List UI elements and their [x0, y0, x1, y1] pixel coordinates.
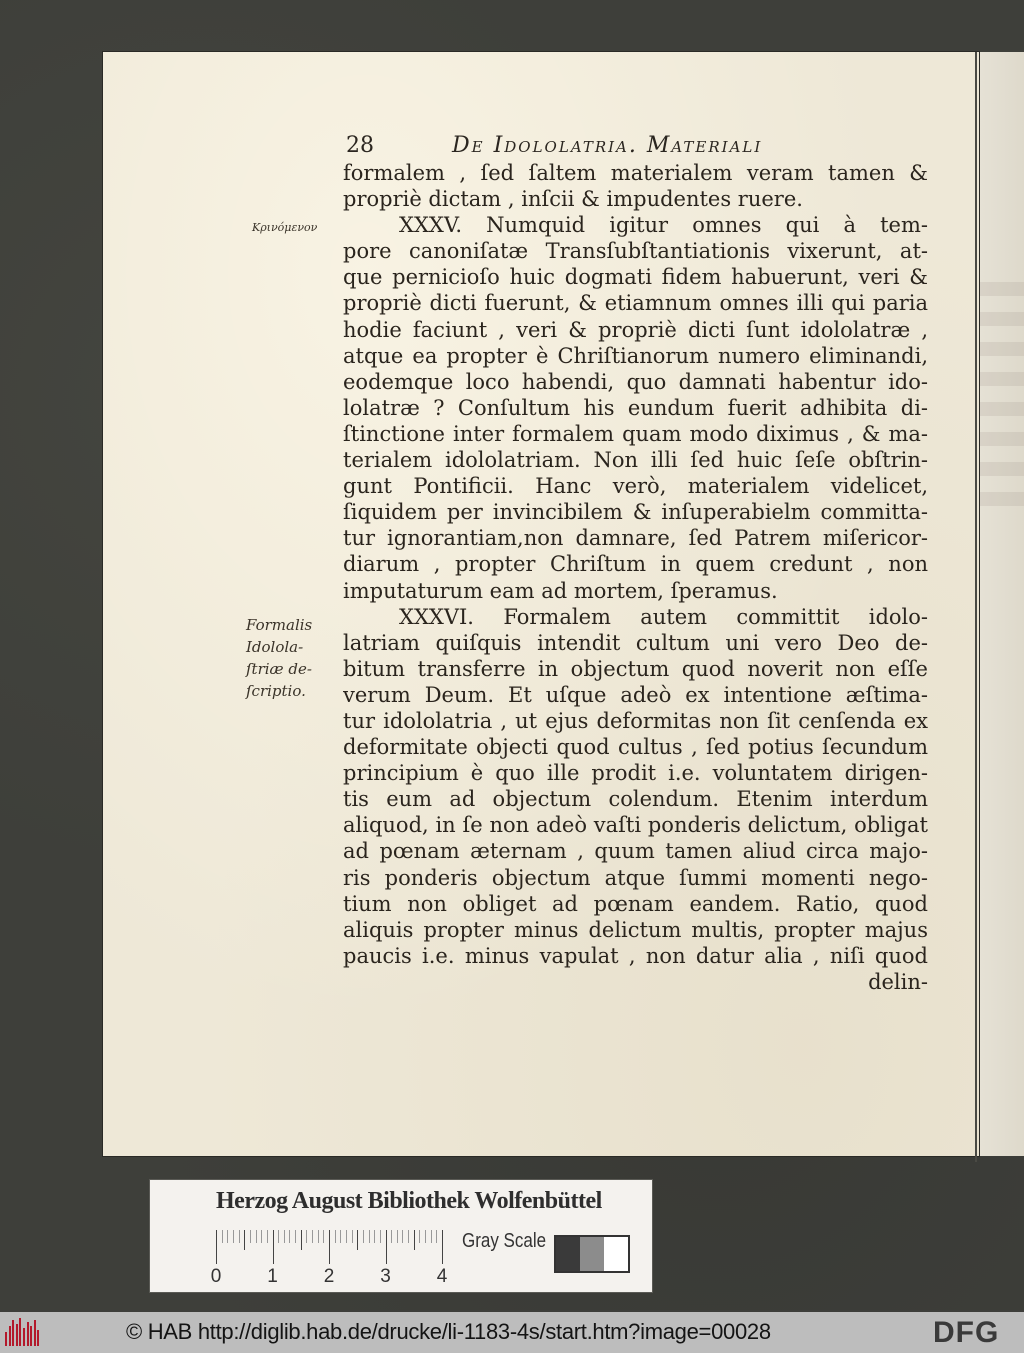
library-label: [150, 1180, 652, 1292]
text-line: bitum transferre in objectum quod noverit non eſſe: [343, 656, 928, 681]
ruler-tick: [402, 1230, 403, 1243]
body-text: [343, 160, 928, 995]
text-line: tur ignorantiam,non damnare, ſed Patrem miſericor-: [343, 526, 928, 551]
ruler-tick: [222, 1230, 223, 1243]
ruler-tick: [352, 1230, 353, 1243]
text-line: latriam quiſquis intendit cultum uni vero Deo de-: [343, 630, 928, 655]
ruler-tick: [436, 1230, 437, 1243]
text-line: ſiquidem per invincibilem & inſuperabielm committa-: [343, 500, 928, 525]
text-line: diarum , propter Chriſtum in quem credunt , non: [343, 552, 928, 577]
margin-note-greek: Κρινόμενον: [252, 221, 318, 234]
text-line: XXXV. Numquid igitur omnes qui à tem-: [399, 213, 928, 238]
text-line: gunt Pontificii. Hanc verò, materialem videlicet,: [343, 474, 928, 499]
text-line: XXXVI. Formalem autem committit idolo-: [399, 604, 928, 629]
ruler-tick: [363, 1230, 364, 1243]
text-line: propriè dictam , inſcii & impudentes ruere.: [343, 187, 803, 212]
ruler-tick: [380, 1230, 381, 1243]
ruler-tick: [250, 1230, 251, 1243]
ruler-number: 0: [210, 1266, 222, 1287]
text-line: imputaturum eam ad mortem, ſperamus.: [343, 578, 778, 603]
text-line: hodie faciunt , veri & propriè dicti ſunt idololatræ ,: [343, 317, 928, 342]
ruler-tick: [267, 1230, 268, 1243]
running-title: De Idololatria. Materiali: [452, 133, 763, 158]
ruler-tick: [408, 1230, 409, 1243]
ruler-tick: [386, 1230, 387, 1264]
ruler-tick: [216, 1230, 217, 1264]
text-line: terialem idololatriam. Non illi ſed huic ſeſe obſtrin-: [343, 448, 928, 473]
text-line: ris ponderis objectum atque ſummi momenti nego-: [343, 865, 928, 890]
ruler-tick: [273, 1230, 274, 1264]
ruler-tick: [284, 1230, 285, 1243]
text-line: aliquod, in ſe non adeò vaſti ponderis delictum, obligat: [343, 813, 928, 838]
ruler-tick: [442, 1230, 443, 1264]
ruler-tick: [306, 1230, 307, 1243]
ruler-tick: [340, 1230, 341, 1243]
ruler-tick: [431, 1230, 432, 1243]
text-line: propriè dicti fuerunt, & etiamnum omnes illi qui paria: [343, 291, 928, 316]
text-line: tur idololatria , ut ejus deformitas non ſit cenſenda ex: [343, 708, 928, 733]
gray-scale-swatch: [554, 1235, 630, 1273]
ruler-tick: [335, 1230, 336, 1243]
gray-swatch: [556, 1237, 580, 1271]
text-line: tium non obliget ad pœnam eandem. Ratio, quod: [343, 891, 928, 916]
ruler-tick: [301, 1230, 302, 1250]
ruler-tick: [278, 1230, 279, 1243]
text-line: principium è quo ille prodit i.e. voluntatem dirigen-: [343, 761, 928, 786]
text-line: que pernicioſo huic dogmati fidem habuerunt, veri &: [343, 265, 928, 290]
ruler-tick: [239, 1230, 240, 1243]
footer-bar: [0, 1312, 1024, 1353]
ruler-tick: [256, 1230, 257, 1243]
gray-swatch: [604, 1237, 628, 1271]
ruler-tick: [227, 1230, 228, 1243]
ruler-tick: [323, 1230, 324, 1243]
ruler-tick: [329, 1230, 330, 1264]
text-line: formalem , ſed ſaltem materialem veram tamen &: [343, 161, 928, 185]
ruler-tick: [244, 1230, 245, 1250]
ruler-tick: [414, 1230, 415, 1250]
page-number: 28: [346, 133, 374, 158]
ruler-tick: [318, 1230, 319, 1243]
ruler-tick: [419, 1230, 420, 1243]
running-head: [346, 132, 936, 160]
ruler-tick: [374, 1230, 375, 1243]
text-line: pore canoniſatæ Transſubſtantiationis vixerunt, at-: [343, 239, 928, 264]
ruler-number: 4: [436, 1266, 448, 1287]
text-line: atque ea propter è Chriſtianorum numero eliminandi,: [343, 343, 928, 368]
ruler-number: 2: [323, 1266, 335, 1287]
ruler-tick: [233, 1230, 234, 1243]
page-gutter: [975, 52, 977, 1162]
ruler-tick: [369, 1230, 370, 1243]
text-line: ad pœnam æternam , quum tamen aliud circa majo-: [343, 839, 928, 864]
library-name: Herzog August Bibliothek Wolfenbüttel: [216, 1188, 602, 1214]
dfg-logo: DFG: [933, 1316, 1000, 1349]
ruler-tick: [312, 1230, 313, 1243]
gray-swatch: [580, 1237, 604, 1271]
text-line: ſtinctione inter formalem quam modo diximus , & ma-: [343, 421, 928, 446]
measurement-ruler: [210, 1230, 456, 1290]
text-line: tis eum ad objectum colendum. Etenim interdum: [343, 787, 928, 812]
text-line: eodemque loco habendi, quo damnati habentur ido-: [343, 369, 928, 394]
gray-scale-label: Gray Scale: [462, 1230, 547, 1252]
copyright-link[interactable]: © HAB http://diglib.hab.de/drucke/li-1183-4s/start.htm?image=00028: [126, 1319, 771, 1344]
ruler-tick: [425, 1230, 426, 1243]
ruler-number: 1: [267, 1266, 278, 1287]
ruler-tick: [289, 1230, 290, 1243]
next-page-edge: [977, 52, 1024, 1156]
hab-logo-icon: [5, 1318, 43, 1348]
ruler-tick: [357, 1230, 358, 1250]
ruler-tick: [397, 1230, 398, 1243]
text-line: deformitate objecti quod cultus , ſed potius ſecundum: [343, 735, 928, 760]
text-line: lolatræ ? Conſultum his eundum fuerit adhibita di-: [343, 395, 928, 420]
text-line: aliquis propter minus delictum multis, propter majus: [343, 917, 928, 942]
text-line: verum Deum. Et uſque adeò ex intentione æſtima-: [343, 682, 928, 707]
margin-note-formalis: Formalis Idolola- ſtriæ de- ſcriptio.: [246, 616, 313, 700]
ruler-tick: [346, 1230, 347, 1243]
ruler-tick: [261, 1230, 262, 1243]
text-line: paucis i.e. minus vapulat , non datur alia , niſi quod: [343, 943, 928, 968]
ruler-tick: [295, 1230, 296, 1243]
text-line: delin-: [868, 969, 928, 994]
ruler-tick: [391, 1230, 392, 1243]
ruler-number: 3: [380, 1266, 391, 1287]
